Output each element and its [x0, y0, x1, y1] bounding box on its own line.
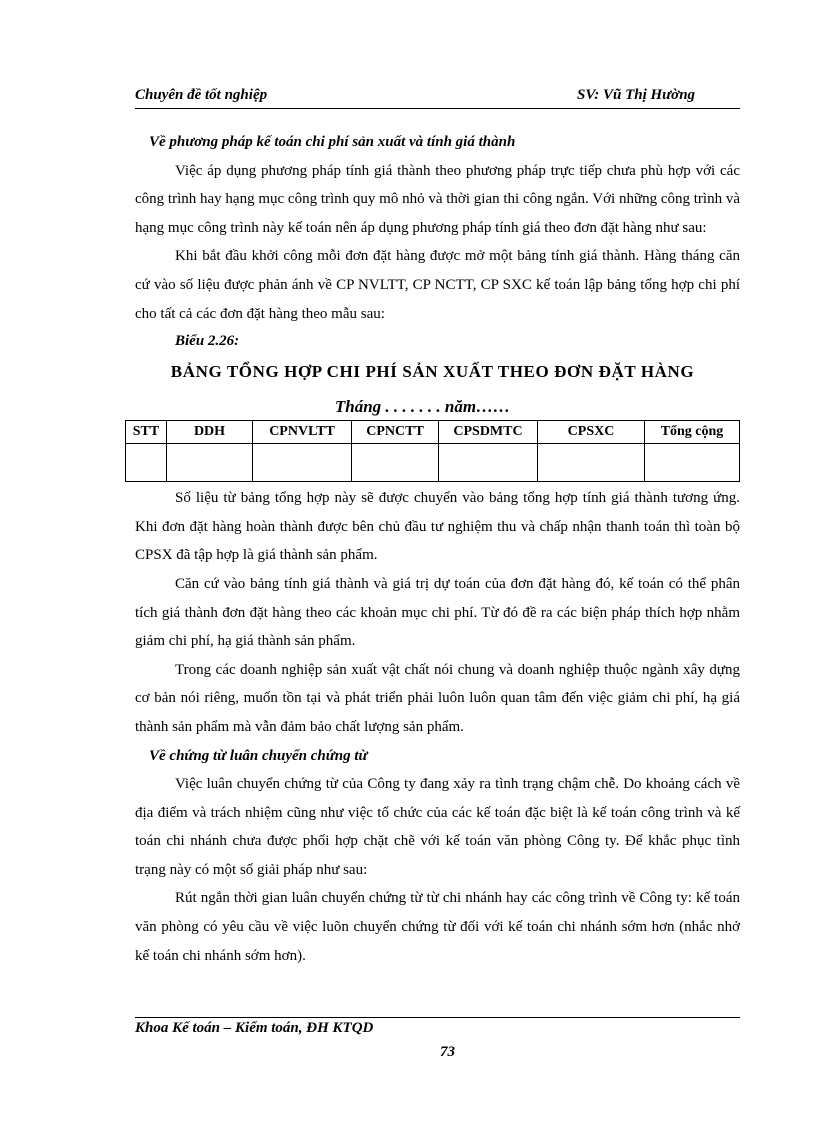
- page-number: 73: [440, 1044, 455, 1060]
- document-page: [132, 84, 740, 1064]
- column-header-ddh: DDH: [167, 421, 253, 444]
- page-header: [135, 84, 740, 109]
- column-header-cpsxc: CPSXC: [538, 421, 645, 444]
- table-cell: [645, 444, 740, 482]
- table-cell: [167, 444, 253, 482]
- table-subtitle: Tháng . . . . . . . năm……: [334, 397, 511, 417]
- paragraph: Trong các doanh nghiệp sản xuất vật chất nói chung và doanh nghiệp thuộc ngành xây dựng cơ bản nói riêng, muốn tồn tại và phát triển phải luôn luôn quan tâm đến việc giảm chi phí, hạ giá thành sản phẩm mà vẫn đảm bảo chất lượng sản phẩm.: [135, 661, 740, 735]
- table-title: BẢNG TỔNG HỢP CHI PHÍ SẢN XUẤT THEO ĐƠN ĐẶT HÀNG: [170, 362, 695, 382]
- column-header-cpsdmtc: CPSDMTC: [439, 421, 538, 444]
- cost-summary-table: [125, 420, 740, 482]
- column-header-cpnvltt: CPNVLTT: [253, 421, 352, 444]
- paragraph: Căn cứ vào bảng tính giá thành và giá trị dự toán của đơn đặt hàng đó, kế toán có thể phân tích giá thành đơn đặt hàng theo các khoản mục chi phí. Từ đó đề ra các biện pháp thích hợp nhằm giảm chi phí, hạ giá thành sản phẩm.: [135, 575, 740, 650]
- column-header-cpnctt: CPNCTT: [352, 421, 439, 444]
- footer-faculty: Khoa Kế toán – Kiểm toán, ĐH KTQD: [135, 1020, 374, 1036]
- paragraph: Việc luân chuyển chứng từ của Công ty đang xảy ra tình trạng chậm chễ. Do khoảng cách về địa điểm và trách nhiệm cũng như việc tổ chức của các kế toán đặc biệt là kế toán công trình và kế toán chi nhánh chưa được phối hợp chặt chẽ với kế toán văn phòng Công ty. Để khắc phục tình trạng này có một số giải pháp như sau:: [135, 776, 740, 878]
- paragraph: Số liệu từ bảng tổng hợp này sẽ được chuyển vào bảng tổng hợp tính giá thành tương ứng. Khi đơn đặt hàng hoàn thành được bên chủ đầu tư nghiệm thu và chấp nhận thanh toán thì toàn bộ CPSX đã tập hợp là giá thành sản phẩm.: [135, 490, 740, 564]
- table-cell: [538, 444, 645, 482]
- table-header-row: [126, 421, 740, 444]
- table-cell: [253, 444, 352, 482]
- section-heading-documents: Về chứng từ luân chuyển chứng từ: [149, 747, 368, 764]
- header-title: Chuyên đề tốt nghiệp: [135, 87, 268, 103]
- paragraph: Rút ngắn thời gian luân chuyển chứng từ từ chi nhánh hay các công trình về Công ty: kế toán văn phòng có yêu cầu về việc luõn chuyển chứng từ đối với kế toán chi nhánh sớm hơn (nhắc nhở kế toán chi nhánh sớm hơn).: [135, 890, 740, 964]
- table-cell: [439, 444, 538, 482]
- table-cell: [126, 444, 167, 482]
- table-caption: Biểu 2.26:: [175, 333, 240, 350]
- page-body: [132, 128, 740, 970]
- section-heading-cost-method: Về phương pháp kế toán chi phí sản xuất và tính giá thành: [149, 134, 516, 150]
- column-header-total: Tổng cộng: [645, 421, 740, 444]
- paragraph: Việc áp dụng phương pháp tính giá thành theo phương pháp trực tiếp chưa phù hợp với các công trình hay hạng mục công trình quy mô nhỏ và thời gian thi công ngắn. Với những công trình và hạng mục công trình này kế toán nên áp dụng phương pháp tính giá theo đơn đặt hàng như sau:: [135, 162, 740, 236]
- page-footer: [135, 1017, 740, 1060]
- paragraph: Khi bắt đầu khởi công mỗi đơn đặt hàng được mở một bảng tính giá thành. Hàng tháng căn cứ vào số liệu được phản ánh về CP NVLTT, CP NCTT, CP SXC kế toán lập bảng tổng hợp chi phí cho tất cả các đơn đặt hàng theo mẫu sau:: [135, 248, 740, 322]
- table-cell: [352, 444, 439, 482]
- table-row: [126, 444, 740, 482]
- header-author: SV: Vũ Thị Hường: [577, 87, 696, 103]
- column-header-stt: STT: [126, 421, 167, 444]
